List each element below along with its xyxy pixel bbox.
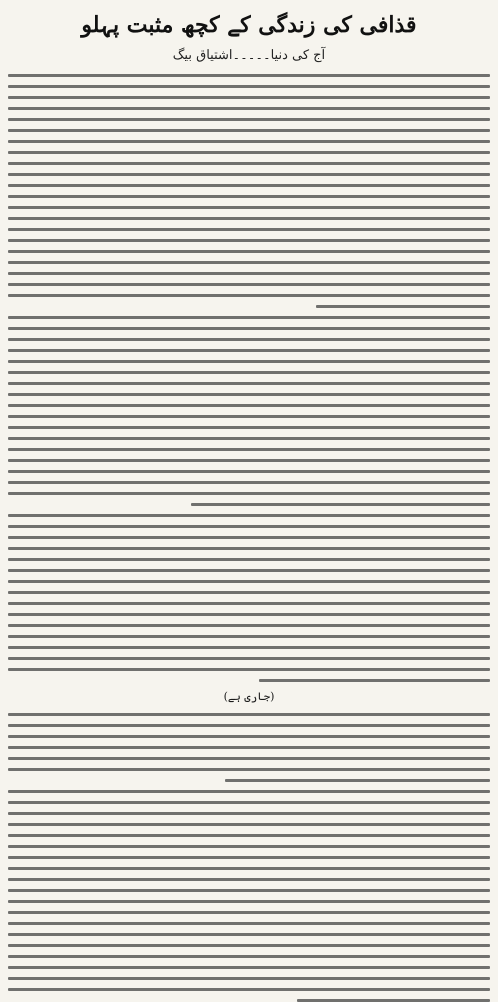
- text-line: [8, 514, 490, 517]
- text-line: [8, 151, 490, 154]
- text-line: [8, 316, 490, 319]
- text-line: [8, 724, 490, 727]
- body-paragraph: [8, 74, 490, 308]
- text-line: [8, 525, 490, 528]
- text-line: [8, 228, 490, 231]
- text-line: [8, 845, 490, 848]
- text-line: [8, 580, 490, 583]
- text-line: [8, 613, 490, 616]
- text-line: [259, 679, 490, 682]
- text-line: [8, 768, 490, 771]
- text-line: [8, 735, 490, 738]
- text-line: [8, 470, 490, 473]
- text-line: [8, 536, 490, 539]
- text-line: [8, 481, 490, 484]
- text-line: [8, 118, 490, 121]
- text-line: [8, 889, 490, 892]
- text-line: [8, 944, 490, 947]
- text-line: [8, 404, 490, 407]
- text-line: [8, 107, 490, 110]
- text-line: [8, 713, 490, 716]
- text-line: [8, 327, 490, 330]
- text-line: [8, 668, 490, 671]
- text-line: [8, 812, 490, 815]
- text-line: [8, 129, 490, 132]
- text-line: [316, 305, 490, 308]
- text-line: [225, 779, 490, 782]
- article-byline: آج کی دنیا۔۔۔۔۔اشتیاق بیگ: [172, 48, 326, 63]
- text-line: [8, 239, 490, 242]
- text-line: [8, 217, 490, 220]
- text-line: [8, 646, 490, 649]
- text-line: [8, 85, 490, 88]
- text-line: [8, 746, 490, 749]
- text-line: [8, 801, 490, 804]
- text-line: [8, 492, 490, 495]
- text-line: [8, 878, 490, 881]
- text-line: [8, 96, 490, 99]
- text-line: [8, 867, 490, 870]
- text-line: [8, 250, 490, 253]
- text-line: [8, 371, 490, 374]
- text-line: [8, 415, 490, 418]
- text-line: [8, 338, 490, 341]
- text-line: [8, 162, 490, 165]
- text-line: [8, 437, 490, 440]
- text-line: [8, 272, 490, 275]
- article-body-part-1: [8, 74, 490, 682]
- text-line: [8, 558, 490, 561]
- body-paragraph: [8, 514, 490, 682]
- body-paragraph: [8, 713, 490, 782]
- text-line: [8, 448, 490, 451]
- text-line: [8, 900, 490, 903]
- text-line: [8, 349, 490, 352]
- text-line: [8, 206, 490, 209]
- article-header: [8, 6, 490, 66]
- text-line: [8, 184, 490, 187]
- text-line: [8, 790, 490, 793]
- text-line: [8, 569, 490, 572]
- text-line: [8, 140, 490, 143]
- text-line: [8, 922, 490, 925]
- text-line: [8, 547, 490, 550]
- text-line: [8, 657, 490, 660]
- body-paragraph: [8, 316, 490, 506]
- text-line: [8, 966, 490, 969]
- text-line: [8, 955, 490, 958]
- text-line: [8, 757, 490, 760]
- text-line: [8, 911, 490, 914]
- text-line: [191, 503, 490, 506]
- text-line: [8, 173, 490, 176]
- text-line: [8, 283, 490, 286]
- text-line: [8, 624, 490, 627]
- article-body-part-2: [8, 713, 490, 1002]
- text-line: [8, 195, 490, 198]
- text-line: [8, 393, 490, 396]
- text-line: [8, 856, 490, 859]
- text-line: [8, 74, 490, 77]
- body-paragraph: [8, 790, 490, 1002]
- text-line: [8, 977, 490, 980]
- text-line: [8, 294, 490, 297]
- text-line: [8, 261, 490, 264]
- text-line: [8, 834, 490, 837]
- text-line: [8, 823, 490, 826]
- article-title: قذافی کی زندگی کے کچھ مثبت پہلو: [81, 12, 417, 38]
- text-line: [8, 591, 490, 594]
- text-line: [8, 382, 490, 385]
- text-line: [8, 635, 490, 638]
- continued-note: (جاری ہے): [223, 690, 275, 703]
- text-line: [8, 459, 490, 462]
- text-line: [8, 933, 490, 936]
- text-line: [8, 426, 490, 429]
- text-line: [8, 602, 490, 605]
- text-line: [8, 360, 490, 363]
- text-line: [8, 988, 490, 991]
